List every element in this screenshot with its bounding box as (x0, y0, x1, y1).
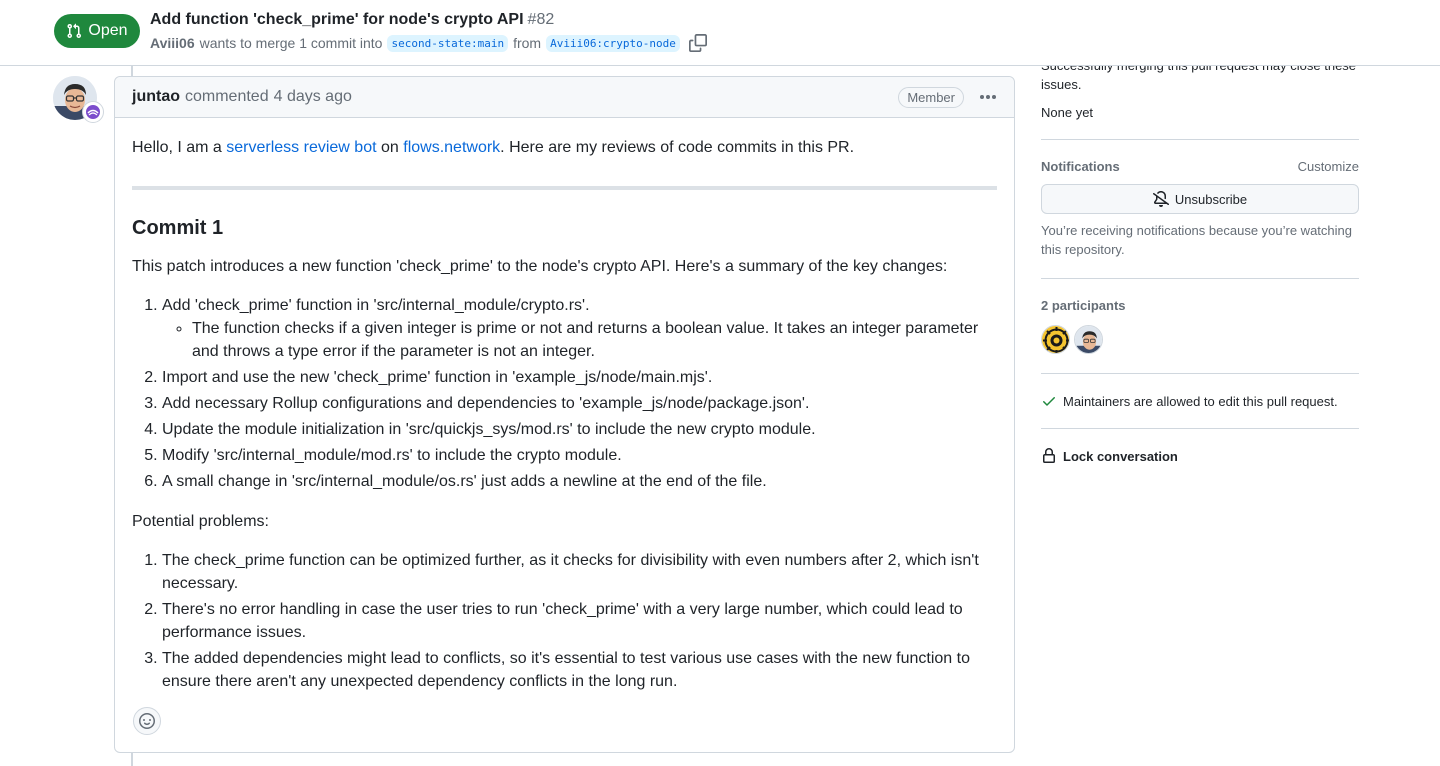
git-pull-request-icon (66, 23, 82, 39)
summary-paragraph: This patch introduces a new function 'check_prime' to the node's crypto API. Here's a summary of the key changes: (132, 258, 948, 275)
list-item: 3. The added dependencies might lead to conflicts, so it's essential to test various use cases with the new function to ensure there aren't any unexpected dependency conflicts in the long run. (162, 647, 997, 693)
member-role-badge: Member (898, 87, 964, 108)
participant-avatar-icon (1075, 326, 1103, 354)
comment-timestamp-link[interactable]: 4 days ago (273, 88, 352, 105)
participant-avatar-icon (1042, 326, 1070, 354)
change-sublist (192, 317, 997, 363)
change-item-text: Add 'check_prime' function in 'src/internal_module/crypto.rs'. (162, 297, 590, 314)
bot-badge-icon (82, 101, 104, 123)
head-branch-label[interactable]: Aviii06:crypto-node (546, 35, 680, 52)
pr-state-badge (54, 14, 140, 48)
list-item: 4. Update the module initialization in 'src/quickjs_sys/mod.rs' to include the new crypto module. (162, 418, 997, 441)
list-item: 2. Import and use the new 'check_prime' function in 'example_js/node/main.mjs'. (162, 366, 997, 389)
pr-sticky-header (0, 0, 1440, 66)
changes-list (162, 294, 997, 493)
smiley-icon (139, 713, 155, 729)
list-item: 3. Add necessary Rollup configurations and dependencies to 'example_js/node/package.json'. (162, 392, 997, 415)
problems-list (162, 549, 997, 693)
review-comment (114, 76, 1015, 753)
lock-conversation-button[interactable] (1041, 448, 1359, 464)
sidebar-divider (1041, 428, 1359, 429)
maintainers-edit-note (1041, 393, 1359, 409)
copy-branch-button[interactable] (688, 33, 708, 53)
kebab-horizontal-icon (979, 94, 997, 100)
pr-state-label: Open (88, 22, 128, 39)
lock-icon (1041, 448, 1057, 464)
list-item (162, 294, 997, 363)
pr-merge-text: wants to merge 1 commit into (199, 35, 383, 51)
comment-body (115, 118, 1014, 693)
bell-slash-icon (1153, 191, 1169, 207)
notifications-header (1041, 159, 1359, 174)
notifications-note: You’re receiving notifications because you’re watching this repository. (1041, 223, 1352, 257)
pr-from-text: from (513, 35, 542, 51)
pr-merge-info (150, 33, 708, 53)
intro-text-end: . Here are my reviews of code commits in this PR. (500, 139, 855, 156)
participants-list (1041, 325, 1359, 354)
problems-heading: Potential problems: (132, 513, 269, 530)
participant-avatar[interactable] (1041, 325, 1070, 354)
issues-hint: issues. (1041, 77, 1082, 92)
unsubscribe-label: Unsubscribe (1174, 191, 1248, 207)
list-item: 2. There's no error handling in case the user tries to run 'check_prime' with a very large number, which could lead to performance issues. (162, 598, 997, 644)
sidebar-divider (1041, 373, 1359, 374)
comment-action: commented (185, 88, 269, 105)
lock-conversation-label: Lock conversation (1063, 448, 1178, 464)
comment-options-button[interactable] (976, 87, 1000, 107)
serverless-review-bot-link[interactable]: serverless review bot (226, 139, 377, 156)
pr-title (150, 11, 554, 29)
sidebar-divider (1041, 139, 1359, 140)
intro-text-mid: on (381, 139, 399, 156)
pr-title-text: Add function 'check_prime' for node's crypto API (150, 11, 524, 28)
comment-author-link[interactable]: juntao (132, 88, 180, 105)
pr-number: #82 (527, 11, 555, 28)
notifications-heading: Notifications (1041, 159, 1120, 174)
unsubscribe-button[interactable] (1041, 184, 1359, 214)
intro-text: Hello, I am a (132, 139, 222, 156)
intro-paragraph (132, 136, 997, 159)
pr-author-link[interactable]: Aviii06 (150, 35, 195, 51)
participants-heading: 2 participants (1041, 298, 1126, 313)
linked-issues-none: None yet (1041, 105, 1094, 120)
comment-header (115, 77, 1014, 118)
commit-heading: Commit 1 (132, 217, 224, 239)
maintainers-text: Maintainers are allowed to edit this pull request. (1063, 393, 1338, 409)
commenter-avatar[interactable] (53, 76, 99, 122)
pr-sidebar (1041, 56, 1359, 464)
sidebar-divider (1041, 278, 1359, 279)
list-item: 1. The check_prime function can be optimized further, as it checks for divisibility with even numbers after 2, which isn't necessary. (162, 549, 997, 595)
add-reaction-button[interactable] (133, 707, 161, 735)
participant-avatar[interactable] (1074, 325, 1103, 354)
flows-network-link[interactable]: flows.network (403, 139, 501, 156)
customize-notifications-link[interactable]: Customize (1297, 159, 1359, 174)
list-item: 5. Modify 'src/internal_module/mod.rs' to include the crypto module. (162, 444, 997, 467)
list-item: 6. A small change in 'src/internal_module/os.rs' just adds a newline at the end of the file. (162, 470, 997, 493)
copy-icon (689, 34, 707, 52)
base-branch-label[interactable]: second-state:main (387, 35, 508, 52)
check-icon (1041, 393, 1057, 409)
section-divider (132, 186, 997, 190)
sub-list-item: ◦ The function checks if a given integer is prime or not and returns a boolean value. It takes an integer parameter and throws a type error if the parameter is not an integer. (192, 317, 997, 363)
